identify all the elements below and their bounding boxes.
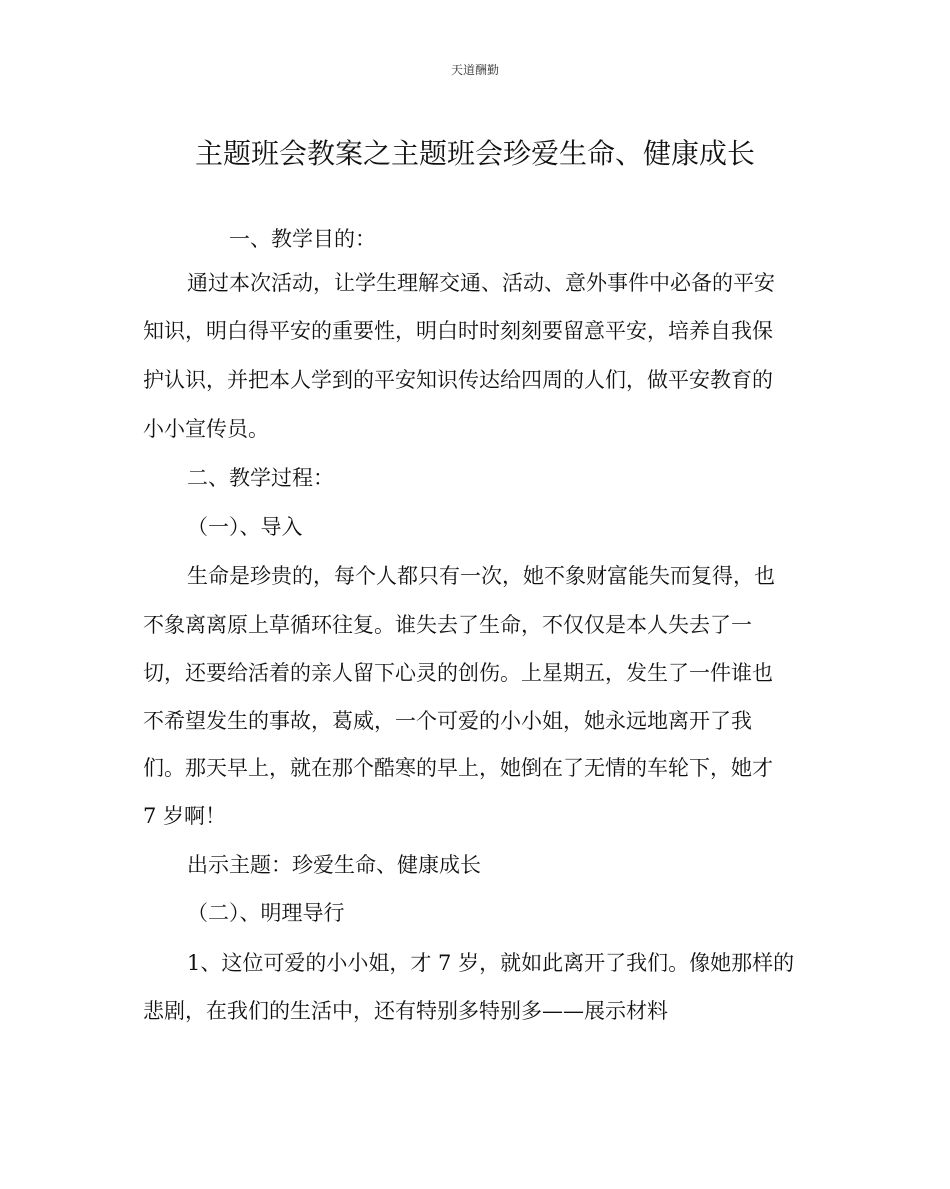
paragraph-line: 们。那天早上，就在那个酷寒的早上，她倒在了无情的车轮下，她才 xyxy=(143,756,773,780)
paragraph-line: 生命是珍贵的，每个人都只有一次，她不象财富能失而复得，也 xyxy=(187,564,775,588)
paragraph-line: 小小宣传员。 xyxy=(143,417,269,441)
subsection-heading-intro: （一）、导入 xyxy=(187,515,303,539)
paragraph-line: 1、这位可爱的小小姐，才 7 岁，就如此离开了我们。像她那样的 xyxy=(187,951,795,975)
paragraph-line: 不象离离原上草循环往复。谁失去了生命，不仅仅是本人失去了一 xyxy=(143,613,752,637)
paragraph-line: 悲剧，在我们的生活中，还有特别多特别多——展示材料 xyxy=(143,999,668,1023)
paragraph-line: 7 岁啊！ xyxy=(143,804,227,828)
paragraph-line: 通过本次活动，让学生理解交通、活动、意外事件中必备的平安 xyxy=(187,271,775,295)
section-heading-process: 二、教学过程： xyxy=(187,466,334,490)
paragraph-line: 护认识，并把本人学到的平安知识传达给四周的人们，做平安教育的 xyxy=(143,368,773,392)
theme-line: 出示主题：珍爱生命、健康成长 xyxy=(187,853,481,877)
subsection-heading-guidance: （二）、明理导行 xyxy=(187,901,345,925)
paragraph-line: 切，还要给活着的亲人留下心灵的创伤。上星期五，发生了一件谁也 xyxy=(143,661,773,685)
page-header: 天道酬勤 xyxy=(450,63,499,77)
section-heading-objective: 一、教学目的： xyxy=(229,227,376,251)
document-title: 主题班会教案之主题班会珍爱生命、健康成长 xyxy=(194,137,755,170)
paragraph-line: 知识，明白得平安的重要性，明白时时刻刻要留意平安，培养自我保 xyxy=(143,319,773,343)
paragraph-line: 不希望发生的事故，葛威，一个可爱的小小姐，她永远地离开了我 xyxy=(143,709,752,733)
